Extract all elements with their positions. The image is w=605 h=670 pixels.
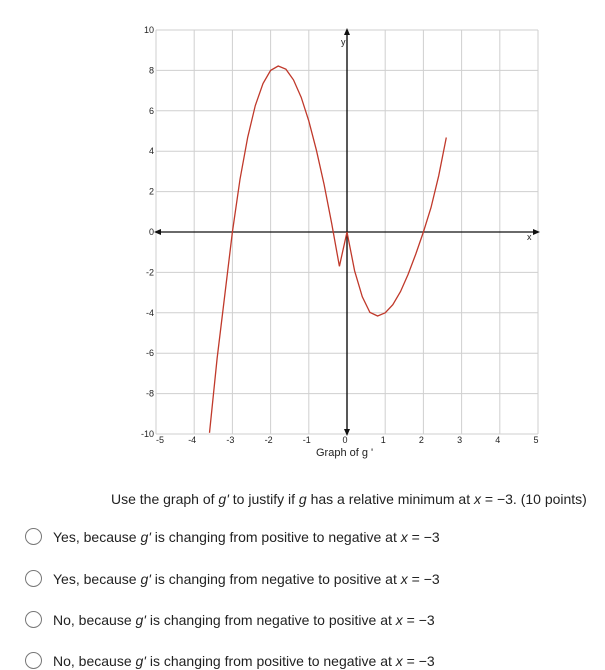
answer-option-1-label: Yes, because g' is changing from positive to negative at x = −3 xyxy=(53,528,440,545)
answer-option-3-label: No, because g' is changing from negative to positive at x = −3 xyxy=(53,611,435,628)
y-tick-label: 10 xyxy=(143,25,154,35)
x-axis-arrow-right xyxy=(533,229,540,235)
x-tick-label: 2 xyxy=(418,435,424,445)
y-tick-label: 0 xyxy=(148,227,154,237)
y-tick-label: 6 xyxy=(148,105,154,116)
answer-option-2[interactable] xyxy=(25,570,440,587)
y-tick-label: -10 xyxy=(140,429,154,439)
x-axis-letter: x xyxy=(527,232,532,242)
y-tick-label: -2 xyxy=(145,267,154,278)
y-tick-label: 2 xyxy=(148,186,154,197)
y-tick-labels xyxy=(141,25,154,439)
y-tick-label: -4 xyxy=(145,307,154,318)
answer-option-2-label: Yes, because g' is changing from negative to positive at x = −3 xyxy=(53,570,440,587)
y-tick-label: -6 xyxy=(145,348,154,359)
x-tick-label: 1 xyxy=(380,435,386,445)
graph-caption: Graph of g ' xyxy=(316,447,374,459)
answer-option-4-label: No, because g' is changing from positive to negative at x = −3 xyxy=(53,652,435,669)
x-tick-label: -5 xyxy=(156,435,165,445)
x-tick-label: -3 xyxy=(226,435,235,445)
y-tick-label: -8 xyxy=(145,388,154,399)
y-axis-arrow-up xyxy=(344,28,350,35)
x-tick-label: -2 xyxy=(264,435,273,445)
x-tick-label: 0 xyxy=(342,435,348,445)
x-tick-label: 4 xyxy=(495,435,501,445)
x-axis-arrow-left xyxy=(154,229,161,235)
x-tick-label: 3 xyxy=(457,435,463,445)
y-tick-label: 4 xyxy=(148,146,154,157)
x-tick-labels xyxy=(156,435,539,445)
radio-button-1[interactable] xyxy=(25,528,42,545)
radio-button-3[interactable] xyxy=(25,611,42,628)
question-text: Use the graph of g' to justify if g has a relative minimum at x = −3. (10 points) xyxy=(111,491,587,507)
x-tick-label: 5 xyxy=(533,435,539,445)
y-axis-letter: y xyxy=(341,37,346,47)
radio-button-2[interactable] xyxy=(25,570,42,587)
series-line-g-prime xyxy=(210,66,447,433)
answer-option-1[interactable] xyxy=(25,528,440,545)
y-tick-label: 8 xyxy=(148,65,154,76)
x-tick-label: -4 xyxy=(188,435,197,445)
series-layer xyxy=(210,66,447,433)
answer-option-3[interactable] xyxy=(25,611,435,628)
answer-option-4[interactable] xyxy=(25,652,435,669)
x-tick-label: -1 xyxy=(302,435,311,445)
radio-button-4[interactable] xyxy=(25,652,42,669)
